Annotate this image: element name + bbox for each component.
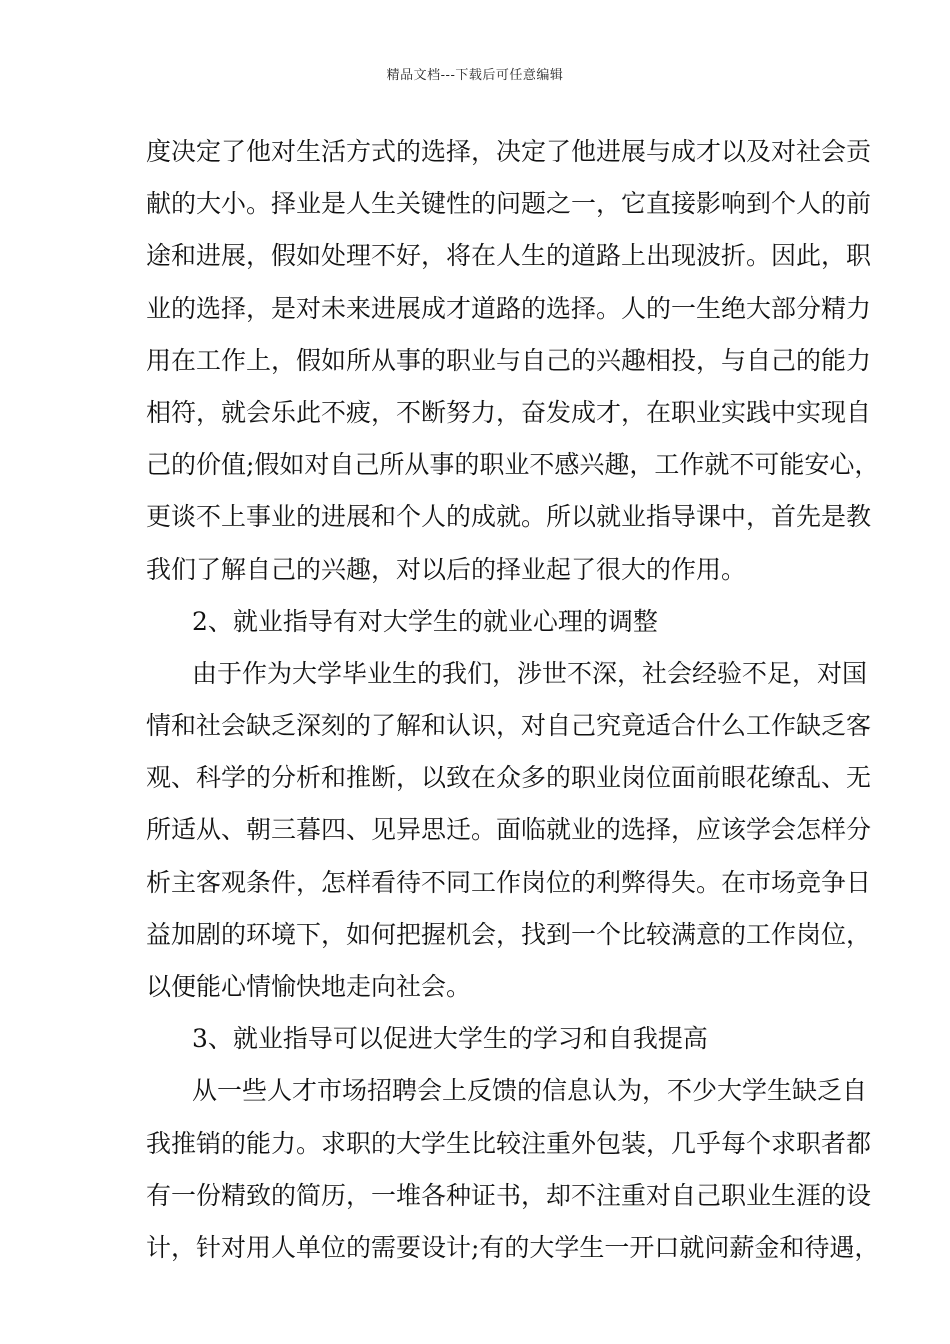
text-line: 业的选择，是对未来进展成才道路的选择。人的一生绝大部分精力 (146, 293, 872, 323)
text-line: 用在工作上，假如所从事的职业与自己的兴趣相投，与自己的能力 (146, 345, 872, 375)
text-line: 献的大小。择业是人生关键性的问题之一，它直接影响到个人的前 (146, 189, 872, 219)
page-header: 精品文档---下载后可任意编辑 (386, 68, 564, 83)
text-line: 从一些人才市场招聘会上反馈的信息认为，不少大学生缺乏自 (192, 1076, 868, 1106)
text-line: 计，针对用人单位的需要设计;有的大学生一开口就问薪金和待遇， (146, 1232, 880, 1262)
section-heading: 2、就业指导有对大学生的就业心理的调整 (192, 606, 658, 636)
text-line: 我们了解自己的兴趣，对以后的择业起了很大的作用。 (146, 554, 747, 584)
text-line: 析主客观条件，怎样看待不同工作岗位的利弊得失。在市场竞争日 (146, 867, 872, 897)
text-line: 相符，就会乐此不疲，不断努力，奋发成才，在职业实践中实现自 (146, 397, 872, 427)
text-line: 更谈不上事业的进展和个人的成就。所以就业指导课中，首先是教 (146, 502, 872, 532)
text-line: 益加剧的环境下，如何把握机会，找到一个比较满意的工作岗位， (146, 919, 872, 949)
text-line: 度决定了他对生活方式的选择，决定了他进展与成才以及对社会贡 (146, 137, 872, 166)
text-line: 情和社会缺乏深刻的了解和认识，对自己究竟适合什么工作缺乏客 (146, 711, 872, 741)
text-line: 途和进展，假如处理不好，将在人生的道路上出现波折。因此，职 (146, 241, 872, 271)
body-text (146, 131, 880, 1279)
text-line: 观、科学的分析和推断，以致在众多的职业岗位面前眼花缭乱、无 (146, 763, 872, 793)
text-line: 所适从、朝三暮四、见异思迁。面临就业的选择，应该学会怎样分 (146, 815, 872, 845)
text-line: 我推销的能力。求职的大学生比较注重外包装，几乎每个求职者都 (146, 1128, 872, 1158)
text-line: 以便能心情愉快地走向社会。 (146, 972, 472, 1001)
text-line: 己的价值;假如对自己所从事的职业不感兴趣，工作就不可能安心， (146, 450, 880, 480)
text-line: 有一份精致的简历，一堆各种证书，却不注重对自己职业生涯的设 (146, 1180, 872, 1210)
text-line: 由于作为大学毕业生的我们，涉世不深，社会经验不足，对国 (192, 658, 868, 688)
section-heading: 3、就业指导可以促进大学生的学习和自我提高 (192, 1024, 708, 1054)
